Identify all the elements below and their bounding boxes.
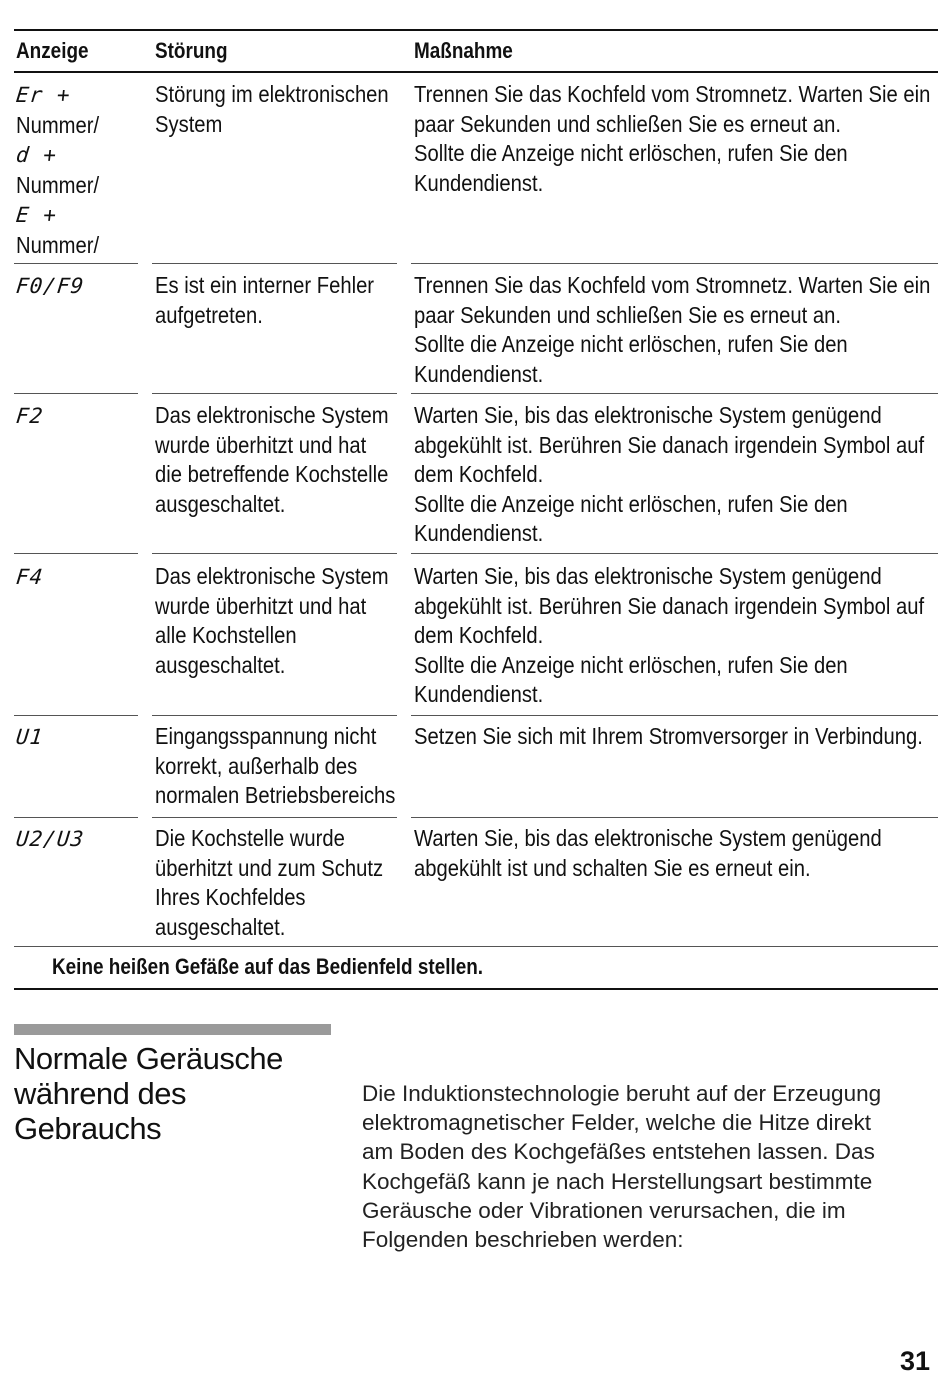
table-row-6-anzeige bbox=[16, 824, 84, 855]
table-row-5-massnahme: Setzen Sie sich mit Ihrem Stromversorger in Verbindung. bbox=[414, 723, 923, 749]
row-rule bbox=[152, 393, 397, 394]
row-rule bbox=[411, 817, 938, 818]
row-rule bbox=[14, 715, 138, 716]
table-header-rule bbox=[14, 71, 938, 73]
table-row-5-stoerung: Eingangsspannung nicht korrekt, außerhalb des normalen Betriebsbereichs bbox=[155, 723, 396, 808]
row-rule bbox=[152, 553, 397, 554]
row-rule bbox=[14, 263, 138, 264]
table-row-6-massnahme: Warten Sie, bis das elektronische System genügend abgekühlt ist und schalten Sie es erneut ein. bbox=[414, 825, 882, 881]
table-row-1-stoerung: Störung im elektronischen System bbox=[155, 81, 389, 137]
row-rule bbox=[411, 715, 938, 716]
segment-display-er: Er + bbox=[14, 83, 72, 107]
table-row-2-anzeige bbox=[16, 271, 84, 302]
table-note: Keine heißen Gefäße auf das Bedienfeld stellen. bbox=[52, 954, 484, 979]
table-row-2-stoerung: Es ist ein interner Fehler aufgetreten. bbox=[155, 272, 375, 328]
page-number: 31 bbox=[899, 1346, 930, 1376]
segment-display-u2-u3: U2/U3 bbox=[14, 827, 86, 851]
table-row-4-massnahme: Warten Sie, bis das elektronische System genügend abgekühlt ist. Berühren Sie danach irgendein Symbol auf dem Kochfeld. Sollte die Anzeige nicht erlöschen, rufen Sie den Kundendienst. bbox=[414, 563, 925, 707]
row-rule bbox=[411, 263, 938, 264]
table-row-6-stoerung: Die Kochstelle wurde überhitzt und zum Schutz Ihres Kochfeldes ausgeschaltet. bbox=[155, 825, 384, 940]
section-body: Die Induktionstechnologie beruht auf der Erzeugung elektromagnetischer Felder, welche die Hitze direkt am Boden des Kochgefäßes entstehen lassen. Das Kochgefäß kann je nach Herstellungsart bestimmte Geräusche oder Vibrationen verursachen, die im Folgenden beschrieben werden: bbox=[362, 1081, 882, 1253]
row-rule bbox=[411, 553, 938, 554]
row-rule bbox=[14, 393, 138, 394]
table-row-2-massnahme: Trennen Sie das Kochfeld vom Stromnetz. Warten Sie ein paar Sekunden und schließen Sie es erneut an. Sollte die Anzeige nicht erlöschen, rufen Sie den Kundendienst. bbox=[414, 272, 931, 387]
table-top-rule bbox=[14, 29, 938, 31]
row-rule bbox=[14, 817, 138, 818]
row-rule bbox=[152, 263, 397, 264]
table-row-4-stoerung: Das elektronische System wurde überhitzt und hat alle Kochstellen ausgeschaltet. bbox=[155, 563, 389, 678]
segment-display-f2: F2 bbox=[14, 404, 45, 428]
segment-display-e: E + bbox=[14, 203, 59, 227]
segment-display-d: d + bbox=[14, 143, 59, 167]
note-bottom-rule bbox=[14, 988, 938, 990]
table-row-5-anzeige bbox=[16, 722, 43, 753]
table-row-1-anzeige: Er + Nummer/ d + Nummer/ E + Nummer/ bbox=[14, 83, 100, 258]
header-massnahme: Maßnahme bbox=[414, 38, 513, 63]
table-row-1-massnahme: Trennen Sie das Kochfeld vom Stromnetz. Warten Sie ein paar Sekunden und schließen Sie es erneut an. Sollte die Anzeige nicht erlöschen, rufen Sie den Kundendienst. bbox=[414, 81, 931, 196]
row-rule bbox=[152, 817, 397, 818]
segment-display-f4: F4 bbox=[14, 565, 45, 589]
row-rule bbox=[152, 715, 397, 716]
segment-display-f0-f9: F0/F9 bbox=[14, 274, 86, 298]
header-anzeige: Anzeige bbox=[16, 38, 89, 63]
header-stoerung: Störung bbox=[155, 38, 228, 63]
table-row-3-stoerung: Das elektronische System wurde überhitzt und hat die betreffende Kochstelle ausgeschaltet. bbox=[155, 402, 389, 517]
note-top-rule bbox=[14, 946, 938, 947]
row-rule bbox=[411, 393, 938, 394]
section-marker-bar bbox=[14, 1024, 331, 1035]
table-row-4-anzeige bbox=[16, 562, 43, 593]
segment-display-u1: U1 bbox=[14, 725, 45, 749]
table-row-3-massnahme: Warten Sie, bis das elektronische System genügend abgekühlt ist. Berühren Sie danach irgendein Symbol auf dem Kochfeld. Sollte die Anzeige nicht erlöschen, rufen Sie den Kundendienst. bbox=[414, 402, 925, 546]
section-title: Normale Geräusche während des Gebrauchs bbox=[14, 1041, 283, 1146]
row-rule bbox=[14, 553, 138, 554]
table-row-3-anzeige bbox=[16, 401, 43, 432]
